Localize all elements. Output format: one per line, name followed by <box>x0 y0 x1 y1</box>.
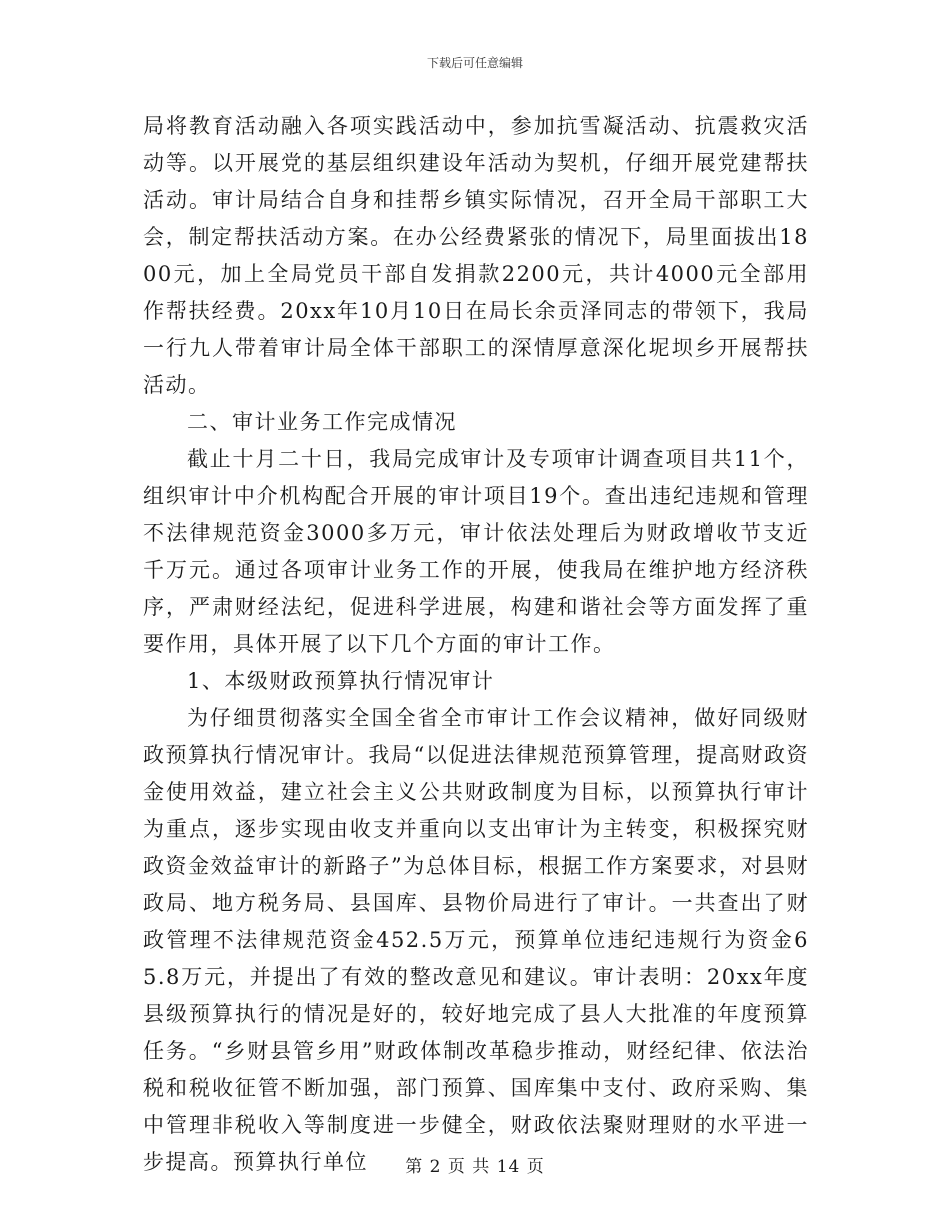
document-body <box>143 108 809 1181</box>
section-heading-audit-work: 二、审计业务工作完成情况 <box>187 410 457 434</box>
page-header: 下载后可任意编辑 <box>426 56 523 70</box>
paragraph-1: 局将教育活动融入各项实践活动中，参加抗雪凝活动、抗震救灾活动等。以开展党的基层组织建设年活动为契机，仔细开展党建帮扶活动。审计局结合自身和挂帮乡镇实际情况，召开全局干部职工大会，制定帮扶活动方案。在办公经费紧张的情况下，局里面拔出1800元，加上全局党员干部自发捐款2200元，共计4000元全部用作帮扶经费。20xx年10月10日在局长余贡泽同志的带领下，我局一行九人带着审计局全体干部职工的深情厚意深化坭坝乡开展帮扶活动。 <box>143 114 809 397</box>
paragraph-5: 为仔细贯彻落实全国全省全市审计工作会议精神，做好同级财政预算执行情况审计。我局“以促进法律规范预算管理，提高财政资金使用效益，建立社会主义公共财政制度为目标，以预算执行审计为重点，逐步实现由收支并重向以支出审计为主转变，积极探究财政资金效益审计的新路子”为总体目标，根据工作方案要求，对县财政局、地方税务局、县国库、县物价局进行了审计。一共查出了财政管理不法律规范资金452.5万元，预算单位违纪违规行为资金65.8万元，并提出了有效的整改意见和建议。审计表明：20xx年度县级预算执行的情况是好的，较好地完成了县人大批准的年度预算任务。“乡财县管乡用”财政体制改革稳步推动，财经纪律、依法治税和税收征管不断加强，部门预算、国库集中支付、政府采购、集中管理非税收入等制度进一步健全，财政依法聚财理财的水平进一步提高。预算执行单位 <box>143 706 809 1174</box>
subsection-heading-budget-audit: 1、本级财政预算执行情况审计 <box>187 669 495 693</box>
page-footer: 第 2 页 共 14 页 <box>405 1157 545 1177</box>
paragraph-3: 截止十月二十日，我局完成审计及专项审计调查项目共11个，组织审计中介机构配合开展的审计项目19个。查出违纪违规和管理不法律规范资金3000多万元，审计依法处理后为财政增收节支近千万元。通过各项审计业务工作的开展，使我局在维护地方经济秩序，严肃财经法纪，促进科学进展，构建和谐社会等方面发挥了重要作用，具体开展了以下几个方面的审计工作。 <box>143 447 809 656</box>
